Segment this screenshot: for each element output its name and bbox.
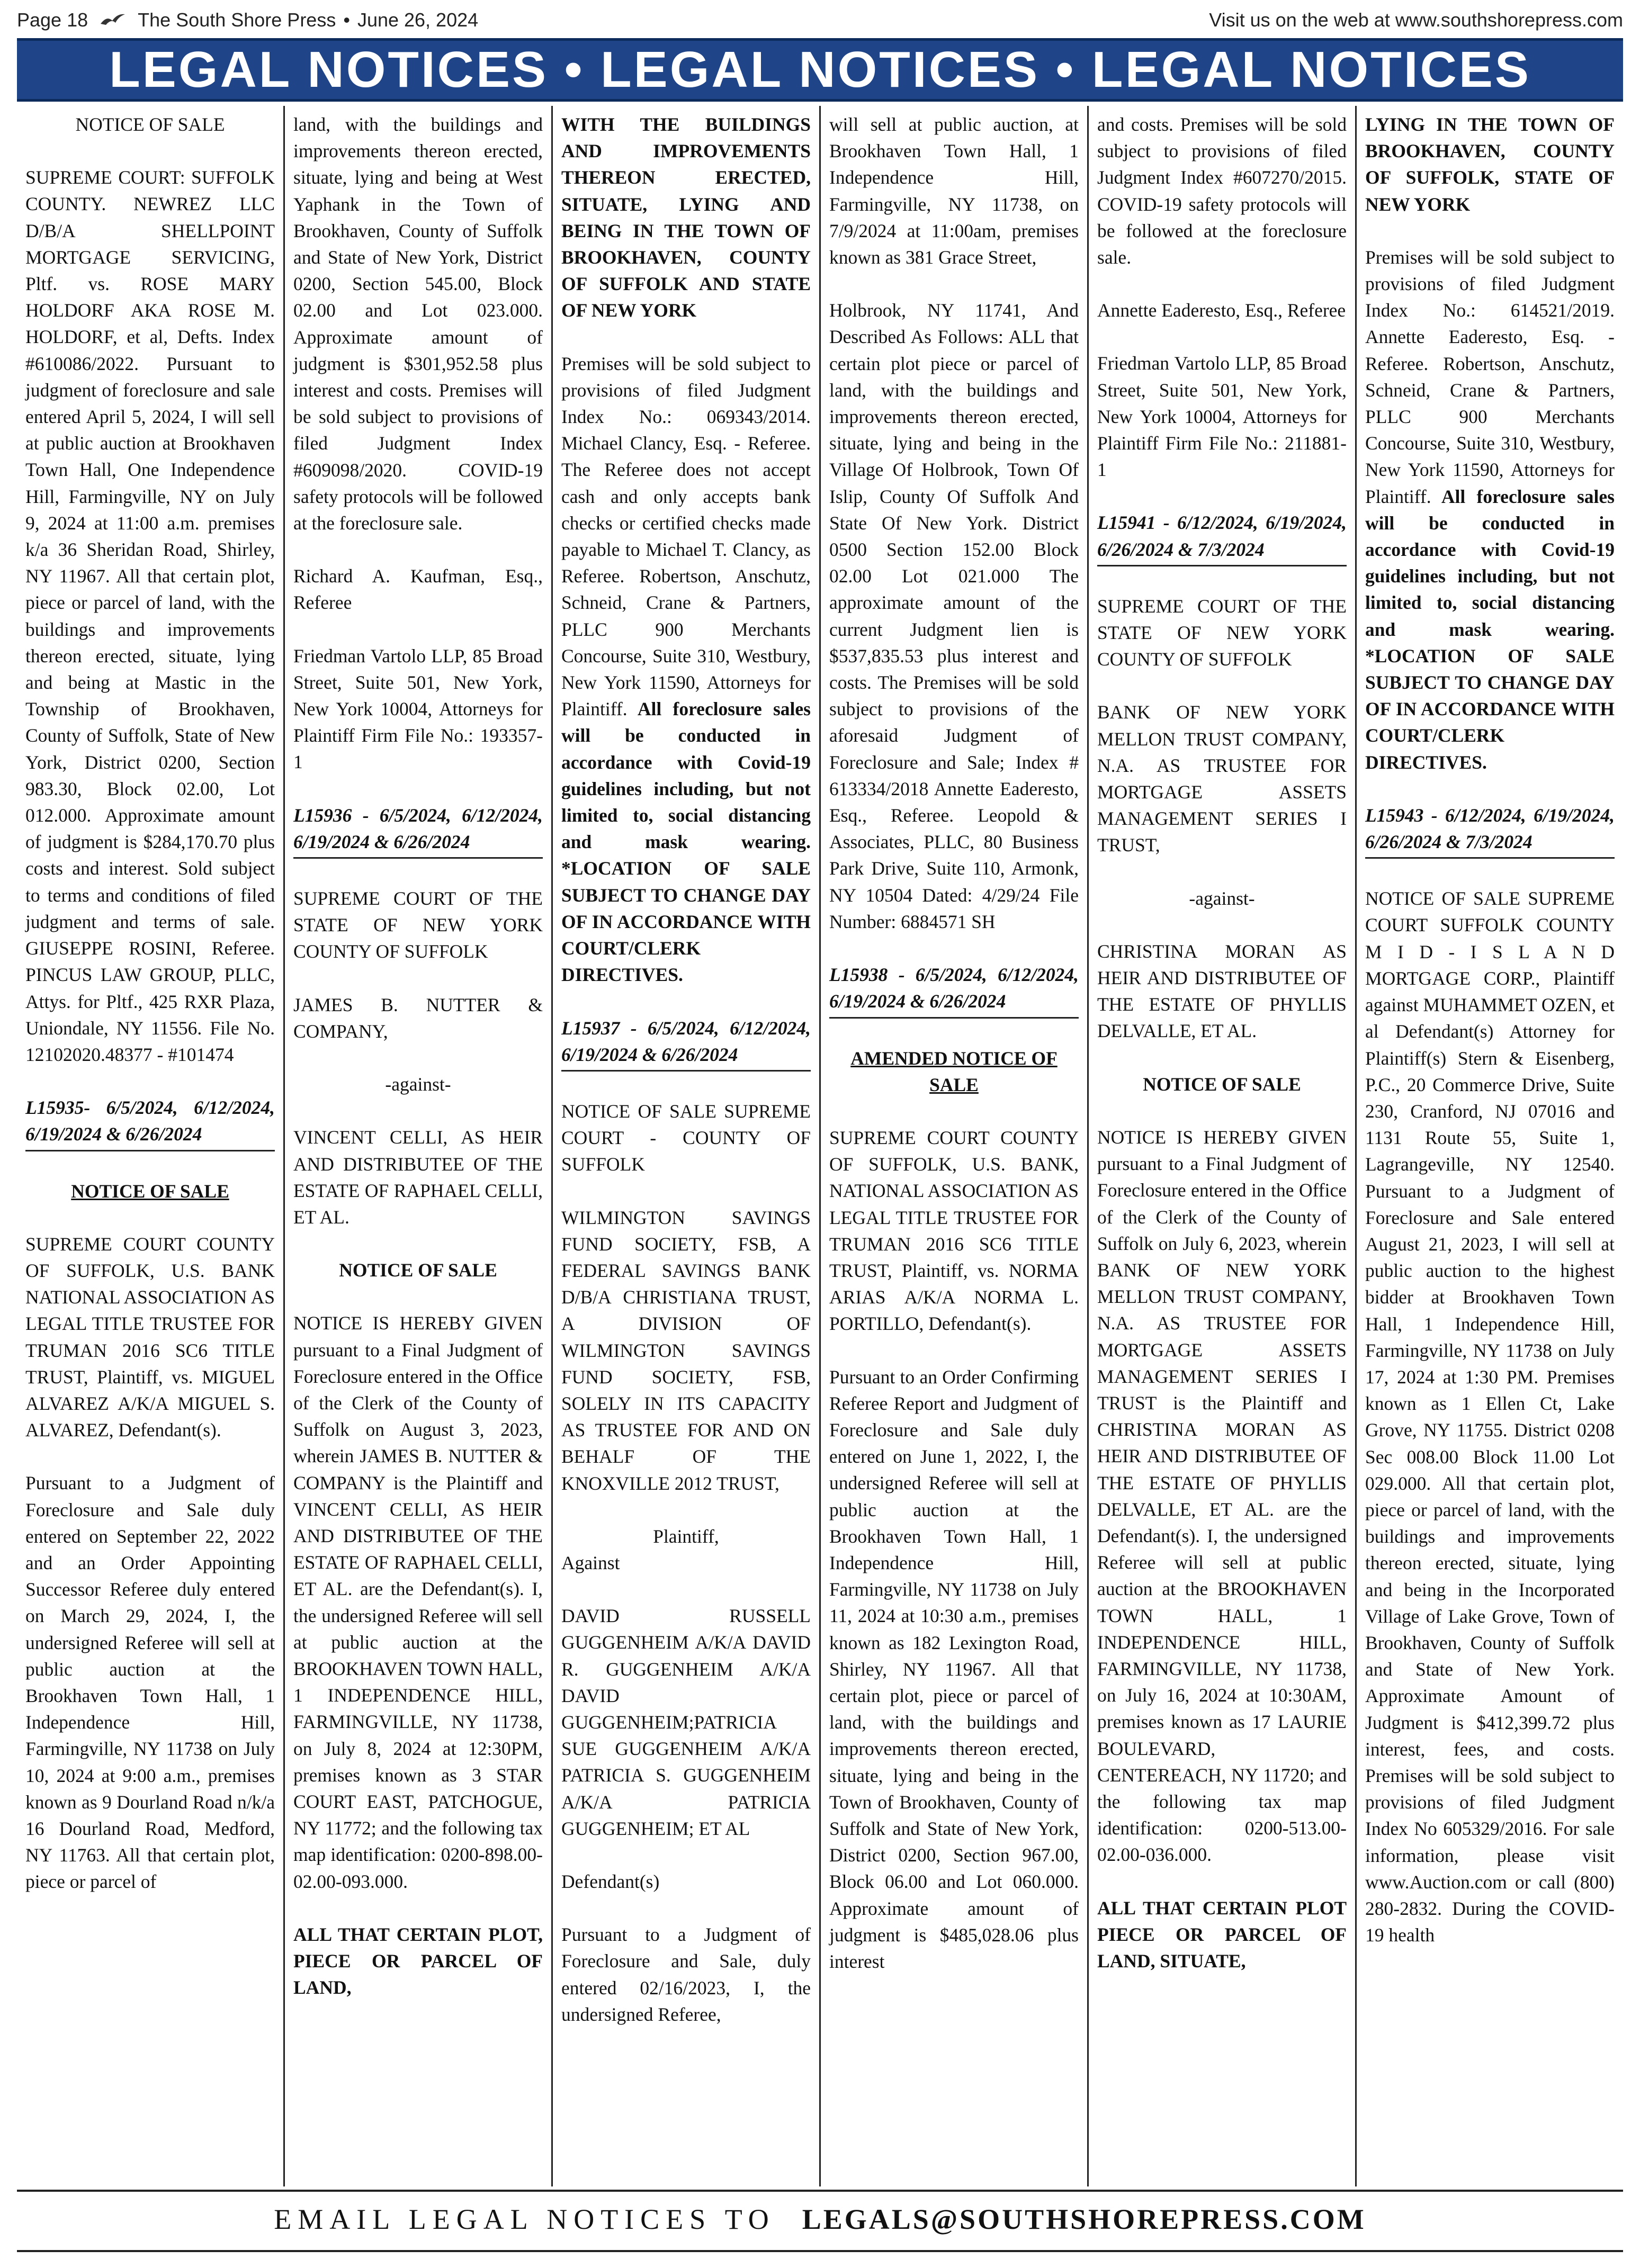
paragraph-text: Holbrook, NY 11741, And Described As Follows: ALL that certain plot piece or parcel of land, with the buildings and improvements thereon erected, situate, lying and being in the Village Of Holbrook, Town Of Islip, County Of Suffolk And State Of New York. District 0500 Section 152.00 Block 02.00 Lot 021.000 The approximate amount of the current Judgment lien is $537,835.53 plus interest and costs. The Premises will be sold subject to provisions of the aforesaid Judgment of Foreclosure and Sale; Index # 613334/2018 Annette Eaderesto, Esq., Referee. Leopold & Associates, PLLC, 80 Business Park Drive, Suite 110, Armonk, NY 10504 Dated: 4/29/24 File Number: 6884571 SH: [829, 300, 1079, 932]
paragraph-text: SUPREME COURT OF THE STATE OF NEW YORK COUNTY OF SUFFOLK: [1097, 595, 1347, 670]
notice-paragraph: [1097, 350, 1347, 483]
notice-paragraph: [293, 1257, 543, 1283]
header-separator: •: [343, 9, 350, 31]
notice-paragraph: [25, 1178, 275, 1204]
notice-paragraph: [293, 1124, 543, 1230]
paragraph-text: Pursuant to a Judgment of Foreclosure and Sale, duly entered 02/16/2023, I, the undersigned Referee,: [561, 1924, 811, 2025]
paragraph-text: SUPREME COURT COUNTY OF SUFFOLK, U.S. BANK NATIONAL ASSOCIATION AS LEGAL TITLE TRUSTEE FOR TRUMAN 2016 SC6 TITLE TRUST, Plaintiff, vs. MIGUEL ALVAREZ A/K/A MIGUEL S. ALVAREZ, Defendant(s).: [25, 1233, 275, 1441]
column-5: [1087, 106, 1355, 2186]
notice-paragraph: [25, 1231, 275, 1444]
insertion-dates: [25, 1094, 275, 1151]
notice-paragraph: [1097, 1895, 1347, 1975]
notice-paragraph: [1365, 244, 1615, 776]
paragraph-text: LYING IN THE TOWN OF BROOKHAVEN, COUNTY OF SUFFOLK, STATE OF NEW YORK: [1365, 114, 1615, 215]
column-2: [283, 106, 551, 2186]
paper-name: The South Shore Press: [138, 9, 336, 31]
notice-paragraph: [829, 1045, 1079, 1098]
paragraph-text: Pursuant to an Order Confirming Referee Report and Judgment of Foreclosure and Sale duly entered on June 1, 2022, I, the undersigned Referee will sell at public auction at the Brookhaven Town Hall, 1 Independence Hill, Farmingville, NY 11738 on July 11, 2024 at 10:30 a.m., premises known as 182 Lexington Road, Shirley, NY 11967. All that certain plot, piece or parcel of land, with the buildings and improvements thereon erected, situate, lying and being in the Town of Brookhaven, County of Suffolk and State of New York, District 0200, Section 967.00, Block 06.00 and Lot 060.000. Approximate amount of judgment is $485,028.06 plus interest: [829, 1366, 1079, 1972]
paragraph-text: ALL THAT CERTAIN PLOT, PIECE OR PARCEL OF LAND,: [293, 1923, 543, 1999]
paragraph-text: NOTICE OF SALE: [71, 1180, 229, 1202]
paragraph-text: L15935- 6/5/2024, 6/12/2024, 6/19/2024 & 6/26/2024: [25, 1097, 275, 1145]
column-4: [819, 106, 1087, 2186]
paragraph-text: NOTICE OF SALE: [339, 1259, 497, 1281]
paragraph-text: Friedman Vartolo LLP, 85 Broad Street, Suite 501, New York, New York 10004, Attorneys for Plaintiff Firm File No.: 193357-1: [293, 645, 543, 773]
notice-paragraph: [293, 563, 543, 616]
paragraph-text: Against: [561, 1552, 620, 1573]
notice-paragraph: [1097, 938, 1347, 1045]
paragraph-text: -against-: [385, 1074, 451, 1095]
footer-bottom-rule: [17, 2250, 1623, 2252]
notice-paragraph: [1365, 885, 1615, 1948]
insertion-dates: [1365, 802, 1615, 859]
paragraph-text: DAVID RUSSELL GUGGENHEIM A/K/A DAVID R. GUGGENHEIM A/K/A DAVID GUGGENHEIM;PATRICIA SUE GUGGENHEIM A/K/A PATRICIA S. GUGGENHEIM A/K/A PATRICIA GUGGENHEIM; ET AL: [561, 1605, 811, 1839]
column-1: [17, 106, 283, 2186]
bold-notice-text: All foreclosure sales will be conducted in accordance with Covid-19 guidelines including, but not limited to, social distancing and mask wearing. *LOCATION OF SALE SUBJECT TO CHANGE DAY OF IN ACCORDANCE WITH COURT/CLERK DIRECTIVES.: [561, 698, 811, 986]
notice-paragraph: [1097, 593, 1347, 673]
notice-paragraph: [561, 1550, 811, 1576]
paragraph-text: Richard A. Kaufman, Esq., Referee: [293, 565, 543, 614]
notice-paragraph: [561, 350, 811, 988]
notice-paragraph: [25, 1470, 275, 1895]
insertion-dates: [1097, 509, 1347, 566]
notice-paragraph: [829, 1124, 1079, 1337]
paragraph-text: SUPREME COURT: SUFFOLK COUNTY. NEWREZ LLC D/B/A SHELLPOINT MORTGAGE SERVICING, Pltf. vs. ROSE MARY HOLDORF AKA ROSE M. HOLDORF, et al, Defts. Index #610086/2022. Pursuant to judgment of foreclosure and sale entered April 5, 2024, I will sell at public auction at Brookhaven Town Hall, One Independence Hill, Farmingville, NY on July 9, 2024 at 11:00 a.m. premises k/a 36 Sheridan Road, Shirley, NY 11967. All that certain plot, piece or parcel of land, with the buildings and improvements thereon erected, situate, lying and being at Mastic in the Township of Brookhaven, County of Suffolk, State of New York, District 0200, Section 983.30, Block 02.00, Lot 012.000. Approximate amount of judgment is $284,170.70 plus costs and interest. Sold subject to terms and conditions of filed judgment and terms of sale. GIUSEPPE ROSINI, Referee. PINCUS LAW GROUP, PLLC, Attys. for Pltf., 425 RXR Plaza, Uniondale, NY 11556. File No. 12102020.48377 - #101474: [25, 167, 275, 1065]
notice-paragraph: [561, 1204, 811, 1497]
insertion-dates: [561, 1015, 811, 1072]
insertion-dates: [829, 961, 1079, 1018]
notices-columns: [17, 106, 1623, 2186]
bold-notice-text: All foreclosure sales will be conducted in accordance with Covid-19 guidelines including, but not limited to, social distancing and mask wearing. *LOCATION OF SALE SUBJECT TO CHANGE DAY OF IN ACCORDANCE WITH COURT/CLERK DIRECTIVES.: [1365, 485, 1615, 773]
page-header: [17, 4, 1623, 36]
paragraph-text: NOTICE OF SALE: [1143, 1073, 1301, 1095]
notice-paragraph: [829, 111, 1079, 271]
notice-paragraph: [1097, 1124, 1347, 1868]
paragraph-text: Premises will be sold subject to provisions of filed Judgment Index No.: 614521/2019. Annette Eaderesto, Esq. - Referee. Robertson, Anschutz, Schneid, Crane & Partners, PLLC 900 Merchants Concourse, Suite 310, Westbury, New York 11590, Attorneys for Plaintiff.: [1365, 246, 1615, 507]
notice-paragraph: [561, 1603, 811, 1842]
paragraph-text: WITH THE BUILDINGS AND IMPROVEMENTS THEREON ERECTED, SITUATE, LYING AND BEING IN THE TOWN OF BROOKHAVEN, COUNTY OF SUFFOLK AND STATE OF NEW YORK: [561, 114, 811, 321]
paragraph-text: L15943 - 6/12/2024, 6/19/2024, 6/26/2024 & 7/3/2024: [1365, 804, 1615, 853]
paragraph-text: Annette Eaderesto, Esq., Referee: [1097, 300, 1346, 321]
paragraph-text: land, with the buildings and improvements thereon erected, situate, lying and being at West Yaphank in the Town of Brookhaven, County of Suffolk and State of New York, District 0200, Section 545.00, Block 02.00 and Lot 023.000. Approximate amount of judgment is $301,952.58 plus interest and costs. Premises will be sold subject to provisions of filed Judgment Index #609098/2020. COVID-19 safety protocols will be followed at the foreclosure sale.: [293, 114, 543, 534]
paragraph-text: AMENDED NOTICE OF SALE: [850, 1047, 1058, 1095]
paragraph-text: CHRISTINA MORAN AS HEIR AND DISTRIBUTEE OF THE ESTATE OF PHYLLIS DELVALLE, ET AL.: [1097, 940, 1347, 1042]
notice-paragraph: [1365, 111, 1615, 218]
paragraph-text: Defendant(s): [561, 1870, 660, 1892]
notice-paragraph: [293, 1071, 543, 1097]
notice-paragraph: [561, 111, 811, 324]
paragraph-text: NOTICE IS HEREBY GIVEN pursuant to a Final Judgment of Foreclosure entered in the Office of the Clerk of the County of Suffolk on July 6, 2023, wherein BANK OF NEW YORK MELLON TRUST COMPANY, N.A. AS TRUSTEE FOR MORTGAGE ASSETS MANAGEMENT SERIES I TRUST is the Plaintiff and CHRISTINA MORAN AS HEIR AND DISTRIBUTEE OF THE ESTATE OF PHYLLIS DELVALLE, ET AL. are the Defendant(s). I, the undersigned Referee will sell at public auction at the BROOKHAVEN TOWN HALL, 1 INDEPENDENCE HILL, FARMINGVILLE, NY 11738, on July 16, 2024 at 10:30AM, premises known as 17 LAURIE BOULEVARD, CENTEREACH, NY 11720; and the following tax map identification: 0200-513.00-02.00-036.000.: [1097, 1126, 1347, 1866]
column-3: [551, 106, 819, 2186]
paragraph-text: NOTICE OF SALE SUPREME COURT SUFFOLK COUNTY M I D - I S L A N D MORTGAGE CORP., Plaintiff against MUHAMMET OZEN, et al Defendant(s) Attorney for Plaintiff(s) Stern & Eisenberg, P.C., 20 Commerce Drive, Suite 230, Cranford, NJ 07016 and 1131 Route 55, Suite 1, Lagrangeville, NY 12540. Pursuant to a Judgment of Foreclosure and Sale entered August 21, 2023, I will sell at public auction to the highest bidder at Brookhaven Town Hall, 1 Independence Hill, Farmingville, NY 11738 on July 17, 2024 at 1:30 PM. Premises known as 1 Ellen Ct, Lake Grove, NY 11755. District 0208 Sec 008.00 Block 11.00 Lot 029.000. All that certain plot, piece or parcel of land, with the buildings and improvements thereon erected, situate, lying and being in the Incorporated Village of Lake Grove, Town of Brookhaven, County of Suffolk and State of New York. Approximate Amount of Judgment is $412,399.72 plus interest, fees, and costs. Premises will be sold subject to provisions of filed Judgment Index No 605329/2016. For sale information, please visit www.Auction.com or call (800) 280-2832. During the COVID-19 health: [1365, 888, 1615, 1946]
paragraph-text: NOTICE IS HEREBY GIVEN pursuant to a Final Judgment of Foreclosure entered in the Office of the Clerk of the County of Suffolk on August 3, 2023, wherein JAMES B. NUTTER & COMPANY is the Plaintiff and VINCENT CELLI, AS HEIR AND DISTRIBUTEE OF THE ESTATE OF RAPHAEL CELLI, ET AL. are the Defendant(s). I, the undersigned Referee will sell at public auction at the BROOKHAVEN TOWN HALL, 1 INDEPENDENCE HILL, FARMINGVILLE, NY 11738, on July 8, 2024 at 12:30PM, premises known as 3 STAR COURT EAST, PATCHOGUE, NY 11772; and the following tax map identification: 0200-898.00-02.00-093.000.: [293, 1312, 543, 1892]
notice-paragraph: [1097, 111, 1347, 271]
paragraph-text: Plaintiff,: [653, 1525, 719, 1547]
paragraph-text: L15937 - 6/5/2024, 6/12/2024, 6/19/2024 & 6/26/2024: [561, 1017, 811, 1065]
paragraph-text: BANK OF NEW YORK MELLON TRUST COMPANY, N.A. AS TRUSTEE FOR MORTGAGE ASSETS MANAGEMENT SERIES I TRUST,: [1097, 701, 1347, 856]
paragraph-text: SUPREME COURT OF THE STATE OF NEW YORK COUNTY OF SUFFOLK: [293, 888, 543, 962]
footer-top-rule: [17, 2190, 1623, 2192]
paragraph-text: L15941 - 6/12/2024, 6/19/2024, 6/26/2024 & 7/3/2024: [1097, 512, 1347, 560]
notice-paragraph: [293, 643, 543, 776]
footer-email[interactable]: LEGALS@SOUTHSHOREPRESS.COM: [802, 2203, 1366, 2235]
gull-logo-icon: [100, 12, 126, 28]
paragraph-text: WILMINGTON SAVINGS FUND SOCIETY, FSB, A FEDERAL SAVINGS BANK D/B/A CHRISTIANA TRUST, A DIVISION OF WILMINGTON SAVINGS FUND SOCIETY, FSB, SOLELY IN ITS CAPACITY AS TRUSTEE FOR AND ON BEHALF OF THE KNOXVILLE 2012 TRUST,: [561, 1207, 811, 1494]
paragraph-text: L15938 - 6/5/2024, 6/12/2024, 6/19/2024 & 6/26/2024: [829, 964, 1079, 1012]
notice-paragraph: [561, 1098, 811, 1178]
notice-paragraph: [829, 297, 1079, 935]
paragraph-text: VINCENT CELLI, AS HEIR AND DISTRIBUTEE OF THE ESTATE OF RAPHAEL CELLI, ET AL.: [293, 1127, 543, 1228]
notice-paragraph: [293, 885, 543, 965]
notice-paragraph: [293, 992, 543, 1045]
paragraph-text: will sell at public auction, at Brookhaven Town Hall, 1 Independence Hill, Farmingville, NY 11738, on 7/9/2024 at 11:00am, premises known as 381 Grace Street,: [829, 114, 1079, 268]
paragraph-text: NOTICE OF SALE: [75, 114, 225, 135]
email-footer: [17, 2193, 1623, 2246]
paragraph-text: ALL THAT CERTAIN PLOT PIECE OR PARCEL OF LAND, SITUATE,: [1097, 1897, 1347, 1972]
issue-date: June 26, 2024: [357, 9, 479, 31]
notice-paragraph: [1097, 699, 1347, 858]
insertion-dates: [293, 802, 543, 859]
website-link[interactable]: Visit us on the web at www.southshorepress.com: [1209, 9, 1623, 31]
notice-paragraph: [1097, 1071, 1347, 1097]
paragraph-text: SUPREME COURT COUNTY OF SUFFOLK, U.S. BANK, NATIONAL ASSOCIATION AS LEGAL TITLE TRUSTEE FOR TRUMAN 2016 SC6 TITLE TRUST, Plaintiff, vs. NORMA ARIAS A/K/A NORMA L. PORTILLO, Defendant(s).: [829, 1127, 1079, 1335]
notice-paragraph: [1097, 297, 1347, 323]
paragraph-text: NOTICE OF SALE SUPREME COURT - COUNTY OF SUFFOLK: [561, 1100, 811, 1175]
column-6: [1355, 106, 1623, 2186]
paragraph-text: Pursuant to a Judgment of Foreclosure and Sale duly entered on September 22, 2022 and an Order Appointing Successor Referee duly entered on March 29, 2024, I, the undersigned Referee will sell at public auction at the Brookhaven Town Hall, 1 Independence Hill, Farmingville, NY 11738 on July 10, 2024 at 9:00 a.m., premises known as 9 Dourland Road n/k/a 16 Dourland Road, Medford, NY 11763. All that certain plot, piece or parcel of: [25, 1472, 275, 1893]
page-number: Page 18: [17, 9, 88, 31]
footer-prefix: EMAIL LEGAL NOTICES TO: [274, 2203, 775, 2235]
notice-paragraph: [25, 164, 275, 1068]
paragraph-text: Premises will be sold subject to provisions of filed Judgment Index No.: 069343/2014. Michael Clancy, Esq. - Referee. The Referee does not accept cash and only accepts bank checks or certified checks made payable to Michael T. Clancy, as Referee. Robertson, Anschutz, Schneid, Crane & Partners, PLLC 900 Merchants Concourse, Suite 310, Westbury, New York 11590, Attorneys for Plaintiff.: [561, 353, 811, 720]
notice-paragraph: [293, 1921, 543, 2001]
paragraph-text: JAMES B. NUTTER & COMPANY,: [293, 994, 543, 1042]
paragraph-text: Friedman Vartolo LLP, 85 Broad Street, Suite 501, New York, New York 10004, Attorneys for Plaintiff Firm File No.: 211881-1: [1097, 353, 1347, 481]
legal-notices-banner: [17, 38, 1623, 102]
paragraph-text: L15936 - 6/5/2024, 6/12/2024, 6/19/2024 & 6/26/2024: [293, 804, 543, 852]
notice-paragraph: [561, 1868, 811, 1895]
paragraph-text: -against-: [1189, 887, 1255, 909]
banner-title: LEGAL NOTICES • LEGAL NOTICES • LEGAL NOTICES: [109, 41, 1531, 98]
notice-paragraph: [561, 1921, 811, 2028]
notice-paragraph: [25, 111, 275, 138]
notice-paragraph: [561, 1523, 811, 1550]
notice-paragraph: [1097, 885, 1347, 912]
paragraph-text: and costs. Premises will be sold subject to provisions of filed Judgment Index #607270/2015. COVID-19 safety protocols will be followed at the foreclosure sale.: [1097, 114, 1347, 268]
notice-paragraph: [829, 1364, 1079, 1975]
notice-paragraph: [293, 1310, 543, 1894]
notice-paragraph: [293, 111, 543, 536]
